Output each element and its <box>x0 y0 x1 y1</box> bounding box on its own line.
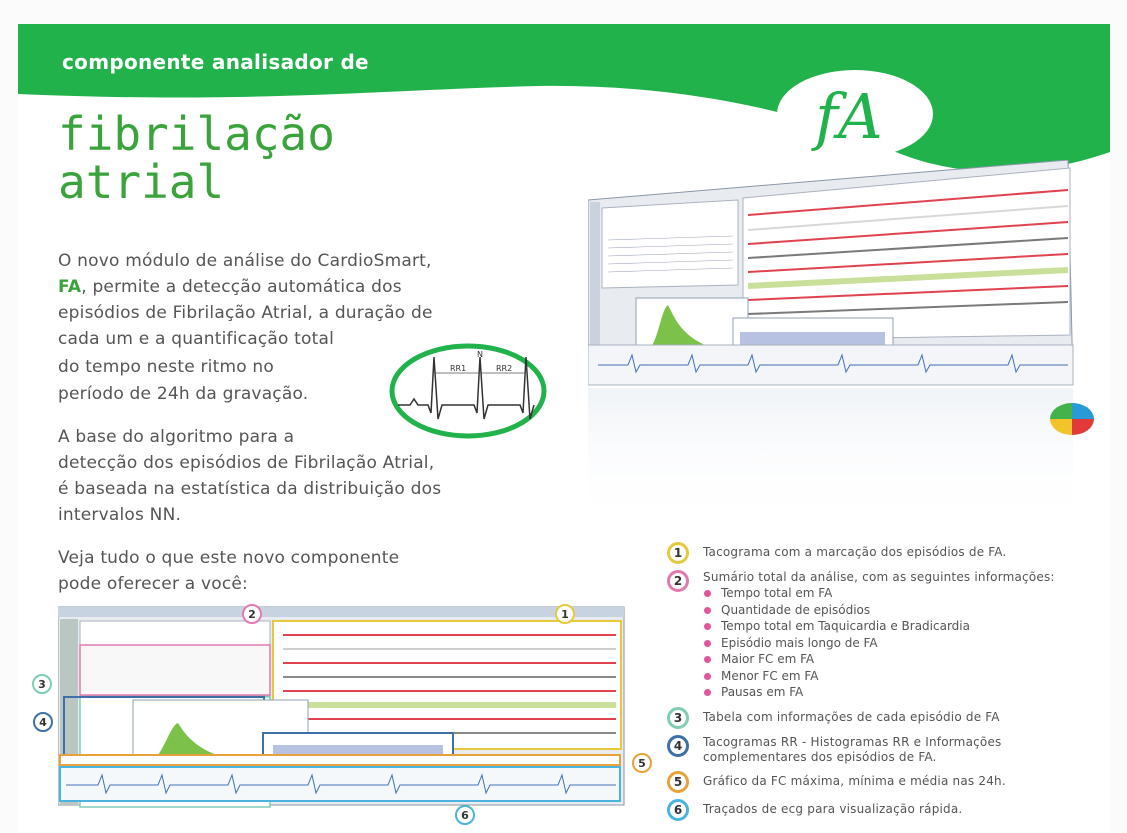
ecg-label-rr2: RR2 <box>496 364 513 373</box>
header-label: componente analisador de <box>62 50 369 74</box>
intro-line-6: período de 24h da gravação. <box>58 384 309 404</box>
sub-item-min-hr: Menor FC em FA <box>703 668 1063 685</box>
legend-item-4 <box>665 735 1105 765</box>
callout-3: 3 <box>32 674 52 694</box>
legend-item-6 <box>665 799 1105 821</box>
algorithm-line-3: é baseada na estatística da distribuição dos <box>58 479 442 499</box>
software-screenshot-main <box>588 160 1083 530</box>
legend-text-2: Sumário total da análise, com as seguintes informações: <box>703 570 1055 584</box>
algorithm-line-2: detecção dos episódios de Fibrilação Atrial, <box>58 453 435 473</box>
intro-line-3: episódios de Fibrilação Atrial, a duração de <box>58 303 433 323</box>
algorithm-line-4: intervalos NN. <box>58 505 182 525</box>
color-wheel-icon <box>1050 403 1094 435</box>
callout-4: 4 <box>33 712 53 732</box>
callout-1: 1 <box>555 604 575 624</box>
callout-2: 2 <box>242 604 262 624</box>
legend-item-2 <box>665 570 1105 701</box>
algorithm-line-1: A base do algoritmo para a <box>58 427 295 447</box>
legend-item-3 <box>665 707 1105 729</box>
summary-sub-list <box>703 585 1063 701</box>
sub-item-episode-count: Quantidade de episódios <box>703 602 1063 619</box>
legend-text-5: Gráfico da FC máxima, mínima e média nas 24h. <box>703 773 1006 788</box>
legend-item-1 <box>665 542 1105 564</box>
callout-5: 5 <box>632 753 652 773</box>
legend-badge-4: 4 <box>667 735 689 757</box>
fa-highlight: FA <box>58 277 82 297</box>
sub-item-tachy-brady: Tempo total em Taquicardia e Bradicardia <box>703 618 1063 635</box>
sub-item-longest-episode: Episódio mais longo de FA <box>703 635 1063 652</box>
sub-item-max-hr: Maior FC em FA <box>703 651 1063 668</box>
ecg-label-n: N <box>477 350 483 359</box>
legend-text-4: Tacogramas RR - Histogramas RR e Informações complementares dos episódios de FA. <box>703 734 1002 764</box>
intro-line-2 <box>58 274 402 300</box>
legend-badge-3: 3 <box>667 707 689 729</box>
fa-logo-text: fA <box>815 80 883 153</box>
offer-line-1: Veja tudo o que este novo componente <box>58 548 400 568</box>
intro-line-2-rest: , permite a detecção automática dos <box>81 277 402 297</box>
legend-badge-1: 1 <box>667 542 689 564</box>
legend-text-6: Traçados de ecg para visualização rápida. <box>703 801 963 816</box>
software-screenshot-annotated <box>58 605 628 820</box>
legend-badge-5: 5 <box>667 771 689 793</box>
sub-item-pauses: Pausas em FA <box>703 684 1063 701</box>
sub-item-total-time: Tempo total em FA <box>703 585 1063 602</box>
legend-badge-2: 2 <box>667 570 689 592</box>
intro-line-1: O novo módulo de análise do CardioSmart, <box>58 251 432 271</box>
ecg-label-rr1: RR1 <box>450 364 467 373</box>
legend-badge-6: 6 <box>667 799 689 821</box>
page-title: fibrilação atrial <box>58 107 335 209</box>
intro-line-4: cada um e a quantificação total <box>58 329 335 349</box>
intro-line-5: do tempo neste ritmo no <box>58 357 275 377</box>
legend-text-1: Tacograma com a marcação dos episódios de FA. <box>703 545 1007 559</box>
legend-text-3: Tabela com informações de cada episódio de FA <box>703 709 1000 724</box>
ecg-inset-circle <box>388 343 548 439</box>
feature-legend <box>665 542 1105 827</box>
offer-line-2: pode oferecer a você: <box>58 574 248 594</box>
callout-6: 6 <box>455 805 475 825</box>
fa-logo <box>775 68 935 160</box>
legend-item-5 <box>665 771 1105 793</box>
